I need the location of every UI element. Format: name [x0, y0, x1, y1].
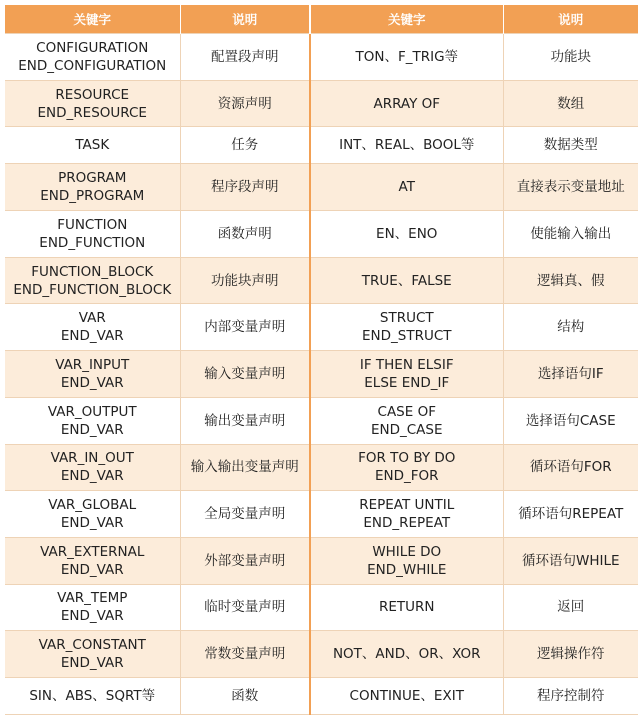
keyword-cell: STRUCT END_STRUCT — [310, 304, 503, 351]
description-cell: 逻辑真、假 — [503, 257, 638, 304]
description-cell: 数据类型 — [503, 127, 638, 164]
keyword-cell: ARRAY OF — [310, 80, 503, 127]
header-keyword-left: 关键字 — [5, 5, 180, 34]
keyword-table — [5, 5, 638, 715]
keyword-cell: PROGRAM END_PROGRAM — [5, 164, 180, 211]
header-description-right: 说明 — [503, 5, 638, 34]
keyword-cell: RESOURCE END_RESOURCE — [5, 80, 180, 127]
description-cell: 逻辑操作符 — [503, 631, 638, 678]
table-row — [5, 584, 638, 631]
description-cell: 循环语句FOR — [503, 444, 638, 491]
description-cell: 直接表示变量地址 — [503, 164, 638, 211]
keyword-cell: VAR END_VAR — [5, 304, 180, 351]
table-row — [5, 34, 638, 81]
header-description-left: 说明 — [180, 5, 310, 34]
description-cell: 选择语句IF — [503, 351, 638, 398]
table-row — [5, 351, 638, 398]
keyword-cell: CONFIGURATION END_CONFIGURATION — [5, 34, 180, 81]
table-row — [5, 491, 638, 538]
description-cell: 配置段声明 — [180, 34, 310, 81]
table-header — [5, 5, 638, 34]
keyword-cell: FOR TO BY DO END_FOR — [310, 444, 503, 491]
description-cell: 数组 — [503, 80, 638, 127]
header-row — [5, 5, 638, 34]
table-row — [5, 211, 638, 258]
keyword-cell: WHILE DO END_WHILE — [310, 537, 503, 584]
description-cell: 函数 — [180, 677, 310, 714]
keyword-cell: FUNCTION END_FUNCTION — [5, 211, 180, 258]
keyword-cell: FUNCTION_BLOCK END_FUNCTION_BLOCK — [5, 257, 180, 304]
keyword-cell: TON、F_TRIG等 — [310, 34, 503, 81]
description-cell: 循环语句WHILE — [503, 537, 638, 584]
keyword-cell: VAR_OUTPUT END_VAR — [5, 397, 180, 444]
description-cell: 任务 — [180, 127, 310, 164]
table-body — [5, 34, 638, 715]
table-row — [5, 677, 638, 714]
keyword-cell: IF THEN ELSIF ELSE END_IF — [310, 351, 503, 398]
table-row — [5, 537, 638, 584]
keyword-cell: CONTINUE、EXIT — [310, 677, 503, 714]
table-row — [5, 127, 638, 164]
table-row — [5, 631, 638, 678]
description-cell: 输出变量声明 — [180, 397, 310, 444]
keyword-cell: REPEAT UNTIL END_REPEAT — [310, 491, 503, 538]
description-cell: 程序段声明 — [180, 164, 310, 211]
description-cell: 常数变量声明 — [180, 631, 310, 678]
description-cell: 全局变量声明 — [180, 491, 310, 538]
header-keyword-right: 关键字 — [310, 5, 503, 34]
description-cell: 输入变量声明 — [180, 351, 310, 398]
keyword-cell: TRUE、FALSE — [310, 257, 503, 304]
table-row — [5, 397, 638, 444]
table-row — [5, 80, 638, 127]
description-cell: 循环语句REPEAT — [503, 491, 638, 538]
table-row — [5, 304, 638, 351]
description-cell: 选择语句CASE — [503, 397, 638, 444]
keyword-table-container — [5, 5, 638, 715]
keyword-cell: VAR_IN_OUT END_VAR — [5, 444, 180, 491]
table-row — [5, 257, 638, 304]
description-cell: 功能块 — [503, 34, 638, 81]
keyword-cell: VAR_EXTERNAL END_VAR — [5, 537, 180, 584]
keyword-cell: SIN、ABS、SQRT等 — [5, 677, 180, 714]
keyword-cell: TASK — [5, 127, 180, 164]
description-cell: 结构 — [503, 304, 638, 351]
description-cell: 使能输入输出 — [503, 211, 638, 258]
keyword-cell: EN、ENO — [310, 211, 503, 258]
keyword-cell: NOT、AND、OR、XOR — [310, 631, 503, 678]
description-cell: 临时变量声明 — [180, 584, 310, 631]
description-cell: 资源声明 — [180, 80, 310, 127]
description-cell: 外部变量声明 — [180, 537, 310, 584]
description-cell: 内部变量声明 — [180, 304, 310, 351]
description-cell: 函数声明 — [180, 211, 310, 258]
keyword-cell: INT、REAL、BOOL等 — [310, 127, 503, 164]
description-cell: 程序控制符 — [503, 677, 638, 714]
keyword-cell: CASE OF END_CASE — [310, 397, 503, 444]
table-row — [5, 444, 638, 491]
description-cell: 输入输出变量声明 — [180, 444, 310, 491]
keyword-cell: VAR_INPUT END_VAR — [5, 351, 180, 398]
keyword-cell: RETURN — [310, 584, 503, 631]
keyword-cell: VAR_TEMP END_VAR — [5, 584, 180, 631]
description-cell: 返回 — [503, 584, 638, 631]
keyword-cell: VAR_CONSTANT END_VAR — [5, 631, 180, 678]
keyword-cell: VAR_GLOBAL END_VAR — [5, 491, 180, 538]
table-row — [5, 164, 638, 211]
description-cell: 功能块声明 — [180, 257, 310, 304]
keyword-cell: AT — [310, 164, 503, 211]
